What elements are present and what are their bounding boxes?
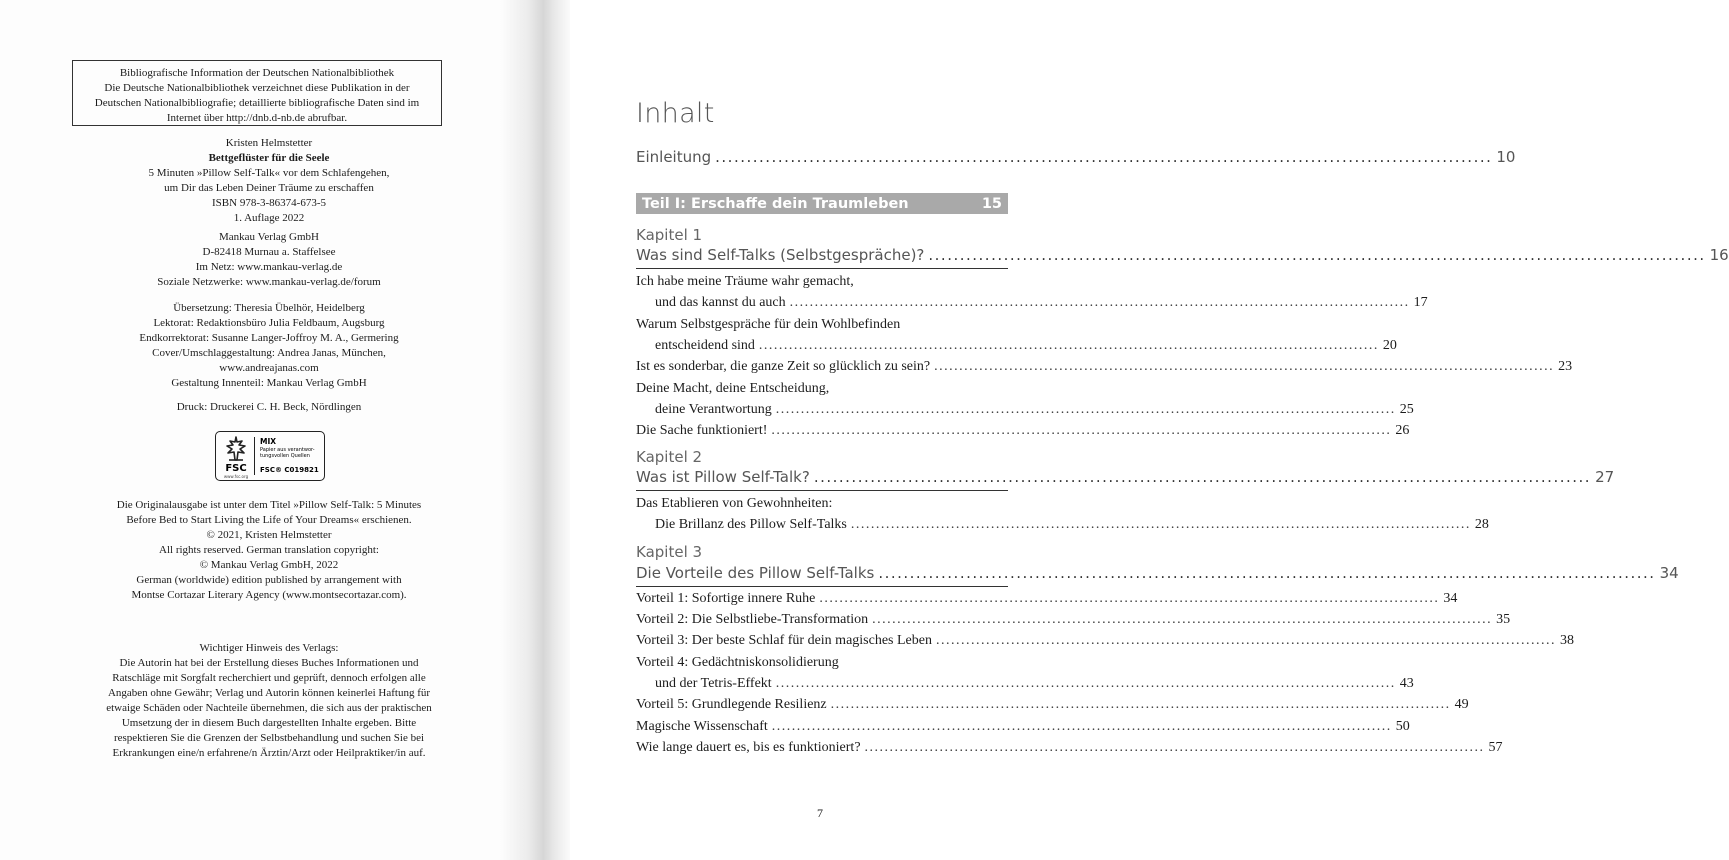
biblio-line: Deutschen Nationalbibliografie; detaillierte bibliografische Daten sind im <box>94 97 420 109</box>
toc-entry-page: 34 <box>1443 591 1458 606</box>
chapter-rule <box>636 268 1008 269</box>
toc-leader: ............................................................................................................................ <box>934 359 1555 374</box>
notice-heading: Wichtiger Hinweis des Verlags: <box>199 642 339 654</box>
credit-line: Lektorat: Redaktionsbüro Julia Feldbaum, Augsburg <box>153 317 385 329</box>
original-line: All rights reserved. German translation copyright: <box>159 544 379 556</box>
toc-entry-label: Einleitung <box>636 148 712 166</box>
fsc-brand: FSC <box>225 463 247 474</box>
bibliographic-info-box <box>72 60 442 126</box>
notice-line: Erkrankungen eine/n erfahrene/n Ärztin/Arzt oder Heilpraktiker/in auf. <box>112 747 426 759</box>
toc-entry-line[interactable]: Ich habe meine Träume wahr gemacht, <box>636 274 854 289</box>
fsc-logo <box>215 431 325 481</box>
part-title: Teil I: Erschaffe dein Traumleben <box>642 195 909 212</box>
toc-entry[interactable] <box>636 676 1414 692</box>
toc-leader: ............................................................................................................................ <box>928 246 1706 264</box>
toc-entry-line[interactable]: Warum Selbstgespräche für dein Wohlbefinden <box>636 317 901 332</box>
toc-chapter-title[interactable] <box>636 564 1679 582</box>
toc-entry[interactable] <box>636 423 1410 439</box>
chapter-rule <box>636 490 1008 491</box>
chapter-page: 27 <box>1595 468 1615 486</box>
toc-entry[interactable] <box>636 591 1458 607</box>
fsc-tree-icon <box>224 436 248 464</box>
biblio-line: Internet über http://dnb.d-nb.de abrufbar. <box>166 112 348 124</box>
toc-entry-intro[interactable] <box>636 148 1516 166</box>
chapter-title: Was sind Self-Talks (Selbstgespräche)? <box>636 246 925 264</box>
publisher-social: Soziale Netzwerke: www.mankau-verlag.de/forum <box>157 276 381 288</box>
toc-leader: ............................................................................................................................ <box>872 612 1493 627</box>
toc-entry-page: 38 <box>1559 633 1574 648</box>
chapter-page: 16 <box>1709 246 1729 264</box>
toc-entry-line[interactable]: Deine Macht, deine Entscheidung, <box>636 381 830 396</box>
toc-entry-page: 17 <box>1413 295 1428 310</box>
toc-chapter-title[interactable] <box>636 246 1729 264</box>
book-edition: 1. Auflage 2022 <box>233 212 305 224</box>
original-line: © Mankau Verlag GmbH, 2022 <box>199 559 339 571</box>
original-line: Die Originalausgabe ist unter dem Titel »Pillow Self-Talk: 5 Minutes <box>116 499 422 511</box>
credit-line: Endkorrektorat: Susanne Langer-Joffroy M. A., Germering <box>139 332 399 344</box>
credit-line: www.andreajanas.com <box>219 362 319 374</box>
toc-title: Inhalt <box>636 98 715 129</box>
original-line: Before Bed to Start Living the Life of Your Dreams« erschienen. <box>126 514 412 526</box>
toc-entry-page: 23 <box>1558 359 1573 374</box>
toc-entry[interactable] <box>636 697 1469 713</box>
credit-line: Cover/Umschlaggestaltung: Andrea Janas, München, <box>152 347 386 359</box>
toc-entry[interactable] <box>636 612 1511 628</box>
toc-entry-label: Magische Wissenschaft <box>636 719 768 734</box>
toc-leader: ............................................................................................................................ <box>775 402 1396 417</box>
fsc-code: FSC® C019821 <box>260 466 319 474</box>
toc-entry-page: 26 <box>1395 423 1410 438</box>
notice-line: Die Autorin hat bei der Erstellung dieses Buches Informationen und <box>119 657 419 669</box>
toc-entry-label: entscheidend sind <box>655 338 755 353</box>
toc-entry-page: 49 <box>1454 697 1469 712</box>
toc-entry-label: Wie lange dauert es, bis es funktioniert? <box>636 740 861 755</box>
original-line: Montse Cortazar Literary Agency (www.montsecortazar.com). <box>131 589 407 601</box>
chapter-page: 34 <box>1659 564 1679 582</box>
toc-leader: ............................................................................................................................ <box>864 740 1485 755</box>
toc-part-heading[interactable] <box>636 193 1008 214</box>
notice-line: respektieren Sie die Grenzen der Selbstbehandlung und suchen Sie bei <box>113 732 425 744</box>
chapter-title: Die Vorteile des Pillow Self-Talks <box>636 564 875 582</box>
toc-entry-label: Vorteil 5: Grundlegende Resilienz <box>636 697 827 712</box>
toc-leader: ............................................................................................................................ <box>758 338 1379 353</box>
book-author: Kristen Helmstetter <box>225 137 313 149</box>
toc-entry-label: Vorteil 1: Sofortige innere Ruhe <box>636 591 816 606</box>
toc-entry-page: 50 <box>1395 719 1410 734</box>
credit-line: Gestaltung Innenteil: Mankau Verlag GmbH <box>171 377 367 389</box>
toc-leader: ............................................................................................................................ <box>830 697 1451 712</box>
toc-entry-label: Vorteil 3: Der beste Schlaf für dein magisches Leben <box>636 633 932 648</box>
credit-line: Übersetzung: Theresia Übelhör, Heidelberg <box>173 302 365 314</box>
chapter-kicker: Kapitel 2 <box>636 448 703 466</box>
toc-entry-label: Ist es sonderbar, die ganze Zeit so glücklich zu sein? <box>636 359 931 374</box>
publisher-web: Im Netz: www.mankau-verlag.de <box>195 261 343 273</box>
credits <box>72 301 466 391</box>
toc-entry-line[interactable]: Das Etablieren von Gewohnheiten: <box>636 496 833 511</box>
toc-leader: ............................................................................................................................ <box>715 148 1493 166</box>
notice-line: etwaige Schäden oder Nachteile übernehmen, die sich aus der praktischen <box>106 702 432 714</box>
fsc-paper-text <box>260 447 324 459</box>
toc-entry[interactable] <box>636 633 1574 649</box>
toc-entry[interactable] <box>636 359 1573 375</box>
book-details <box>72 136 466 226</box>
book-isbn: ISBN 978-3-86374-673-5 <box>212 197 326 209</box>
toc-entry[interactable] <box>636 719 1410 735</box>
toc-leader: ............................................................................................................................ <box>850 517 1471 532</box>
toc-entry[interactable] <box>636 740 1503 756</box>
toc-chapter-title[interactable] <box>636 468 1615 486</box>
toc-entry-label: und der Tetris-Effekt <box>655 676 772 691</box>
fsc-url: www.fsc.org <box>223 474 249 479</box>
toc-entry-page: 20 <box>1382 338 1397 353</box>
toc-entry-label: deine Verantwortung <box>655 402 772 417</box>
toc-entry[interactable] <box>636 295 1428 311</box>
toc-entry[interactable] <box>636 338 1397 354</box>
original-line: © 2021, Kristen Helmstetter <box>206 529 332 541</box>
toc-entry[interactable] <box>636 402 1414 418</box>
toc-leader: ............................................................................................................................ <box>789 295 1410 310</box>
publisher-name: Mankau Verlag GmbH <box>219 231 319 243</box>
toc-leader: ............................................................................................................................ <box>935 633 1556 648</box>
toc-leader: ............................................................................................................................ <box>771 719 1392 734</box>
chapter-kicker: Kapitel 3 <box>636 543 703 561</box>
fsc-paper-line: Papier aus verantwor- <box>260 447 315 453</box>
original-line: German (worldwide) edition published by arrangement with <box>136 574 402 586</box>
toc-entry-page: 28 <box>1474 517 1489 532</box>
toc-entry-page: 25 <box>1399 402 1414 417</box>
toc-leader: ............................................................................................................................ <box>878 564 1656 582</box>
fsc-mix: MIX <box>260 437 277 446</box>
notice-line: Angaben ohne Gewähr; Verlag und Autorin können keinerlei Haftung für <box>107 687 431 699</box>
book-subtitle-line: 5 Minuten »Pillow Self-Talk« vor dem Schlafengehen, <box>148 167 390 179</box>
original-edition <box>72 498 466 603</box>
toc-entry-label: Die Brillanz des Pillow Self-Talks <box>655 517 847 532</box>
chapter-kicker: Kapitel 1 <box>636 226 703 244</box>
toc-entry-page: 43 <box>1399 676 1414 691</box>
toc-leader: ............................................................................................................................ <box>813 468 1592 486</box>
publisher-notice <box>72 641 466 761</box>
toc-leader: ............................................................................................................................ <box>819 591 1440 606</box>
toc-entry-page: 57 <box>1488 740 1503 755</box>
toc-leader: ............................................................................................................................ <box>771 423 1392 438</box>
part-page: 15 <box>981 195 1002 212</box>
toc-entry-label: und das kannst du auch <box>655 295 786 310</box>
fsc-paper-line: tungsvollen Quellen <box>260 453 310 459</box>
book-gutter <box>500 0 570 860</box>
toc-entry[interactable] <box>636 517 1489 533</box>
page-number: 7 <box>817 806 823 820</box>
toc-entry-label: Die Sache funktioniert! <box>636 423 768 438</box>
toc-entry-page: 10 <box>1496 148 1516 166</box>
notice-line: Ratschläge mit Sorgfalt recherchiert und geprüft, dennoch erfolgen alle <box>112 672 426 684</box>
notice-line: Umsetzung der in diesem Buch dargestellten Inhalte ergeben. Bitte <box>121 717 417 729</box>
publisher-address: D-82418 Murnau a. Staffelsee <box>202 246 336 258</box>
biblio-line: Die Deutsche Nationalbibliothek verzeichnet diese Publikation in der <box>104 82 410 94</box>
publisher-details <box>72 230 466 290</box>
chapter-rule <box>636 586 1008 587</box>
print-info <box>72 400 466 415</box>
toc-entry-page: 35 <box>1496 612 1511 627</box>
book-title: Bettgeflüster für die Seele <box>208 152 330 164</box>
biblio-line: Bibliografische Information der Deutschen Nationalbibliothek <box>119 67 395 79</box>
toc-entry-line[interactable]: Vorteil 4: Gedächtniskonsolidierung <box>636 655 839 670</box>
book-subtitle-line: um Dir das Leben Deiner Träume zu erschaffen <box>164 182 374 194</box>
fsc-divider <box>254 437 255 475</box>
printer-line: Druck: Druckerei C. H. Beck, Nördlingen <box>176 401 362 413</box>
toc-leader: ............................................................................................................................ <box>775 676 1396 691</box>
chapter-title: Was ist Pillow Self-Talk? <box>636 468 810 486</box>
toc-entry-label: Vorteil 2: Die Selbstliebe-Transformation <box>636 612 869 627</box>
